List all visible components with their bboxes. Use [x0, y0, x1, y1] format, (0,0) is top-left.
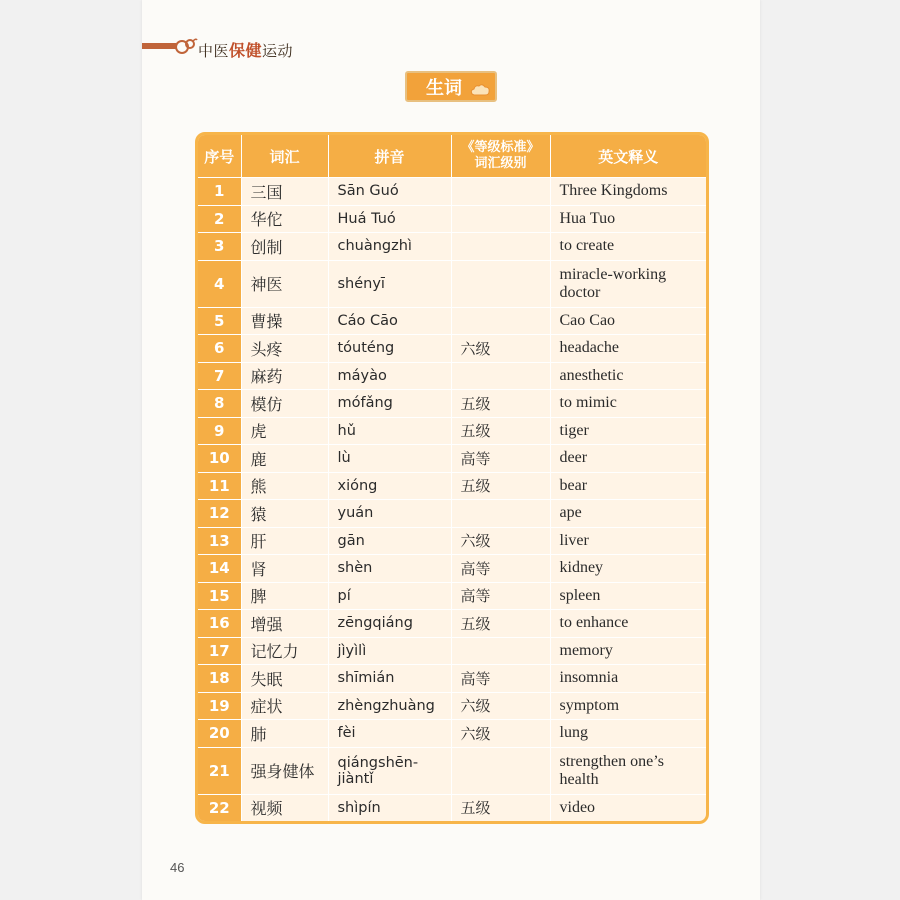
vocabulary-badge [405, 71, 497, 102]
row-level [451, 233, 550, 261]
row-english: Hua Tuo [550, 205, 706, 233]
row-pinyin: Sān Guó [328, 178, 451, 206]
row-pinyin: jìyìlì [328, 637, 451, 665]
table-row [198, 205, 706, 233]
row-english: Cao Cao [550, 307, 706, 335]
row-pinyin: lù [328, 445, 451, 473]
row-number: 16 [198, 610, 241, 638]
row-english: insomnia [550, 665, 706, 693]
header-word: 词汇 [241, 135, 328, 178]
row-pinyin: shìpín [328, 794, 451, 821]
row-word: 曹操 [241, 307, 328, 335]
header-level [451, 135, 550, 178]
row-number: 18 [198, 665, 241, 693]
row-level: 高等 [451, 445, 550, 473]
row-word: 熊 [241, 472, 328, 500]
row-pinyin: Cáo Cāo [328, 307, 451, 335]
header-decor-bar [142, 43, 176, 49]
row-english: video [550, 794, 706, 821]
row-level: 六级 [451, 527, 550, 555]
row-pinyin: tóuténg [328, 335, 451, 363]
chapter-header [198, 38, 293, 61]
table-header-row [198, 135, 706, 178]
row-pinyin: pí [328, 582, 451, 610]
row-level [451, 260, 550, 307]
row-word: 神医 [241, 260, 328, 307]
row-pinyin: gān [328, 527, 451, 555]
row-level: 五级 [451, 610, 550, 638]
header-pinyin: 拼音 [328, 135, 451, 178]
table-row [198, 527, 706, 555]
row-level [451, 362, 550, 390]
row-pinyin: yuán [328, 500, 451, 528]
row-level: 高等 [451, 555, 550, 583]
book-page [142, 0, 760, 900]
row-word: 鹿 [241, 445, 328, 473]
table-row [198, 362, 706, 390]
row-level: 五级 [451, 390, 550, 418]
row-english: miracle-working doctor [550, 260, 706, 307]
row-number: 6 [198, 335, 241, 363]
row-word: 三国 [241, 178, 328, 206]
row-word: 肺 [241, 720, 328, 748]
row-level: 高等 [451, 582, 550, 610]
row-number: 14 [198, 555, 241, 583]
table-row [198, 720, 706, 748]
row-word: 视频 [241, 794, 328, 821]
row-pinyin: chuàngzhì [328, 233, 451, 261]
row-number: 1 [198, 178, 241, 206]
row-number: 3 [198, 233, 241, 261]
table-row [198, 445, 706, 473]
row-pinyin: hǔ [328, 417, 451, 445]
table-row [198, 610, 706, 638]
row-level: 六级 [451, 335, 550, 363]
row-number: 22 [198, 794, 241, 821]
row-level [451, 747, 550, 794]
header-number: 序号 [198, 135, 241, 178]
header-title-accent: 保健 [229, 41, 263, 60]
row-number: 10 [198, 445, 241, 473]
row-english: to create [550, 233, 706, 261]
row-number: 20 [198, 720, 241, 748]
table-row [198, 692, 706, 720]
row-pinyin: mófǎng [328, 390, 451, 418]
row-word: 麻药 [241, 362, 328, 390]
table-row [198, 555, 706, 583]
header-english: 英文释义 [550, 135, 706, 178]
table-row [198, 582, 706, 610]
row-level: 六级 [451, 720, 550, 748]
row-number: 9 [198, 417, 241, 445]
row-pinyin: shényī [328, 260, 451, 307]
row-level [451, 500, 550, 528]
page-number: 46 [170, 860, 185, 875]
row-pinyin: shīmián [328, 665, 451, 693]
table-row [198, 417, 706, 445]
row-english: strengthen one’s health [550, 747, 706, 794]
row-word: 虎 [241, 417, 328, 445]
table-row [198, 307, 706, 335]
table-row [198, 637, 706, 665]
row-word: 脾 [241, 582, 328, 610]
row-english: symptom [550, 692, 706, 720]
row-word: 华佗 [241, 205, 328, 233]
row-number: 17 [198, 637, 241, 665]
vocabulary-badge-label: 生词 [426, 77, 462, 99]
row-english: liver [550, 527, 706, 555]
row-number: 15 [198, 582, 241, 610]
row-english: spleen [550, 582, 706, 610]
row-number: 7 [198, 362, 241, 390]
row-level: 六级 [451, 692, 550, 720]
row-word: 肝 [241, 527, 328, 555]
table-row [198, 665, 706, 693]
header-level-line1: 《等级标准》 [461, 140, 540, 155]
row-pinyin: qiángshēn-jiàntǐ [328, 747, 451, 794]
table-row [198, 500, 706, 528]
table-row [198, 472, 706, 500]
table-row [198, 178, 706, 206]
row-english: deer [550, 445, 706, 473]
row-number: 13 [198, 527, 241, 555]
row-english: to enhance [550, 610, 706, 638]
table-row [198, 794, 706, 821]
row-pinyin: Huá Tuó [328, 205, 451, 233]
vocabulary-table [195, 132, 709, 824]
table-row [198, 260, 706, 307]
row-word: 肾 [241, 555, 328, 583]
row-pinyin: zēngqiáng [328, 610, 451, 638]
header-title-part1: 中医 [198, 42, 230, 60]
row-level: 五级 [451, 472, 550, 500]
table-row [198, 233, 706, 261]
header-level-line2: 词汇级别 [474, 156, 527, 171]
row-word: 记忆力 [241, 637, 328, 665]
row-english: memory [550, 637, 706, 665]
row-english: kidney [550, 555, 706, 583]
row-level: 五级 [451, 794, 550, 821]
row-number: 21 [198, 747, 241, 794]
row-word: 增强 [241, 610, 328, 638]
row-level [451, 178, 550, 206]
row-level: 五级 [451, 417, 550, 445]
row-english: tiger [550, 417, 706, 445]
row-number: 8 [198, 390, 241, 418]
header-title-part2: 运动 [262, 42, 294, 60]
row-word: 模仿 [241, 390, 328, 418]
table-row [198, 747, 706, 794]
row-word: 症状 [241, 692, 328, 720]
row-number: 4 [198, 260, 241, 307]
table-row [198, 390, 706, 418]
row-english: ape [550, 500, 706, 528]
row-word: 创制 [241, 233, 328, 261]
row-word: 猿 [241, 500, 328, 528]
row-number: 11 [198, 472, 241, 500]
gourd-ornament-icon [174, 36, 198, 56]
row-number: 5 [198, 307, 241, 335]
row-pinyin: zhèngzhuàng [328, 692, 451, 720]
row-number: 2 [198, 205, 241, 233]
row-english: lung [550, 720, 706, 748]
row-word: 头疼 [241, 335, 328, 363]
row-number: 12 [198, 500, 241, 528]
row-pinyin: xióng [328, 472, 451, 500]
row-english: headache [550, 335, 706, 363]
row-level [451, 637, 550, 665]
row-english: to mimic [550, 390, 706, 418]
row-level: 高等 [451, 665, 550, 693]
row-word: 强身健体 [241, 747, 328, 794]
row-level [451, 307, 550, 335]
row-english: Three Kingdoms [550, 178, 706, 206]
row-english: bear [550, 472, 706, 500]
row-level [451, 205, 550, 233]
table-row [198, 335, 706, 363]
row-pinyin: shèn [328, 555, 451, 583]
row-pinyin: máyào [328, 362, 451, 390]
row-number: 19 [198, 692, 241, 720]
row-pinyin: fèi [328, 720, 451, 748]
row-english: anesthetic [550, 362, 706, 390]
row-word: 失眠 [241, 665, 328, 693]
cloud-ornament-icon [469, 83, 491, 97]
